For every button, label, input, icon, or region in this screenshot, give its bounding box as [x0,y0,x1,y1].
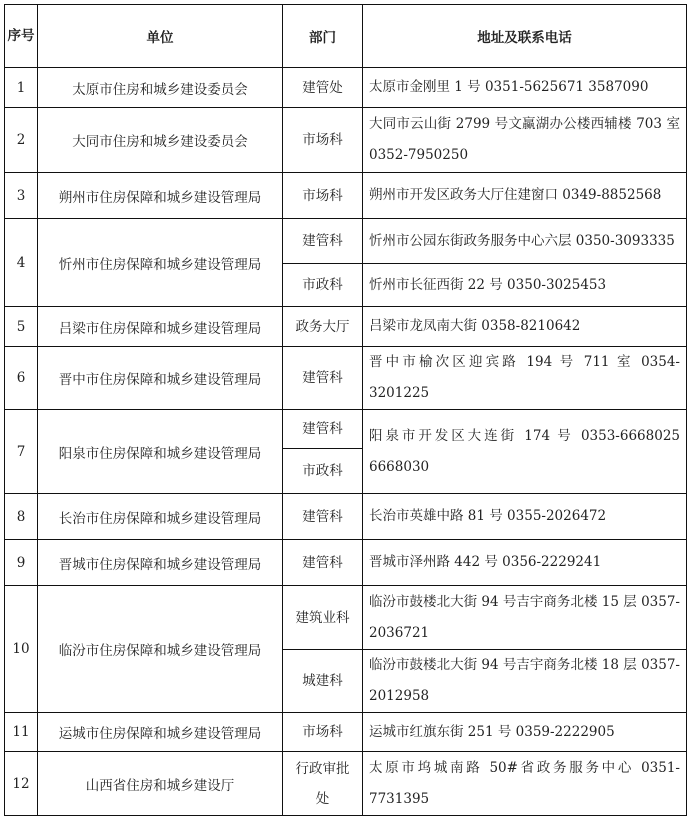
row-index: 12 [5,752,38,816]
row-address: 忻州市长征西街 22 号 0350-3025453 [363,264,687,307]
row-dept: 建管科 [283,347,363,410]
row-address: 太原市坞城南路 50#省政务服务中心 0351-7731395 [363,752,687,816]
row-dept: 市场科 [283,173,363,219]
table-row [5,108,687,173]
row-dept: 建筑业科 [283,586,363,650]
row-unit: 吕梁市住房保障和城乡建设管理局 [38,307,283,347]
row-index: 9 [5,540,38,586]
row-address: 太原市金刚里 1 号 0351-5625671 3587090 [363,68,687,108]
row-address: 晋城市泽州路 442 号 0356-2229241 [363,540,687,586]
row-dept: 建管科 [283,540,363,586]
table-row [5,219,687,264]
row-address: 临汾市鼓楼北大街 94 号吉宇商务北楼 18 层 0357-2012958 [363,650,687,713]
row-address: 大同市云山街 2799 号文赢湖办公楼西辅楼 703 室 0352-7950250 [363,108,687,173]
header-dept: 部门 [283,5,363,68]
row-unit: 运城市住房保障和城乡建设管理局 [38,713,283,752]
row-address: 阳泉市开发区大连街 174 号 0353-6668025 6668030 [363,410,687,494]
header-unit: 单位 [38,5,283,68]
row-index: 2 [5,108,38,173]
table-row [5,410,687,449]
row-dept: 政务大厅 [283,307,363,347]
row-unit: 临汾市住房保障和城乡建设管理局 [38,586,283,713]
row-dept: 行政审批处 [283,752,363,816]
row-index: 5 [5,307,38,347]
row-address: 朔州市开发区政务大厅住建窗口 0349-8852568 [363,173,687,219]
row-dept: 市政科 [283,449,363,494]
row-address: 晋中市榆次区迎宾路 194 号 711 室 0354-3201225 [363,347,687,410]
table-row [5,347,687,410]
row-dept: 建管科 [283,494,363,540]
row-dept: 市场科 [283,713,363,752]
row-index: 7 [5,410,38,494]
row-dept: 建管处 [283,68,363,108]
row-unit: 晋城市住房保障和城乡建设管理局 [38,540,283,586]
row-unit: 太原市住房和城乡建设委员会 [38,68,283,108]
row-index: 6 [5,347,38,410]
table-row [5,173,687,219]
row-index: 3 [5,173,38,219]
row-address: 临汾市鼓楼北大街 94 号吉宇商务北楼 15 层 0357-2036721 [363,586,687,650]
row-index: 8 [5,494,38,540]
table-row [5,586,687,650]
row-dept: 城建科 [283,650,363,713]
row-dept: 市政科 [283,264,363,307]
row-address: 忻州市公园东街政务服务中心六层 0350-3093335 [363,219,687,264]
row-unit: 长治市住房保障和城乡建设管理局 [38,494,283,540]
table-row [5,540,687,586]
contact-table [4,4,687,816]
table-row [5,307,687,347]
row-address: 长治市英雄中路 81 号 0355-2026472 [363,494,687,540]
header-index: 序号 [5,5,38,68]
row-dept: 建管科 [283,219,363,264]
row-index: 1 [5,68,38,108]
row-unit: 朔州市住房保障和城乡建设管理局 [38,173,283,219]
row-unit: 晋中市住房保障和城乡建设管理局 [38,347,283,410]
row-unit: 大同市住房和城乡建设委员会 [38,108,283,173]
row-index: 11 [5,713,38,752]
row-dept: 建管科 [283,410,363,449]
row-unit: 忻州市住房保障和城乡建设管理局 [38,219,283,307]
row-unit: 阳泉市住房保障和城乡建设管理局 [38,410,283,494]
table-row [5,713,687,752]
row-address: 吕梁市龙凤南大街 0358-8210642 [363,307,687,347]
table-row [5,68,687,108]
header-address: 地址及联系电话 [363,5,687,68]
row-index: 4 [5,219,38,307]
header-row [5,5,687,68]
row-address: 运城市红旗东街 251 号 0359-2222905 [363,713,687,752]
row-unit: 山西省住房和城乡建设厅 [38,752,283,816]
table-row [5,494,687,540]
row-index: 10 [5,586,38,713]
table-row [5,752,687,816]
row-dept: 市场科 [283,108,363,173]
